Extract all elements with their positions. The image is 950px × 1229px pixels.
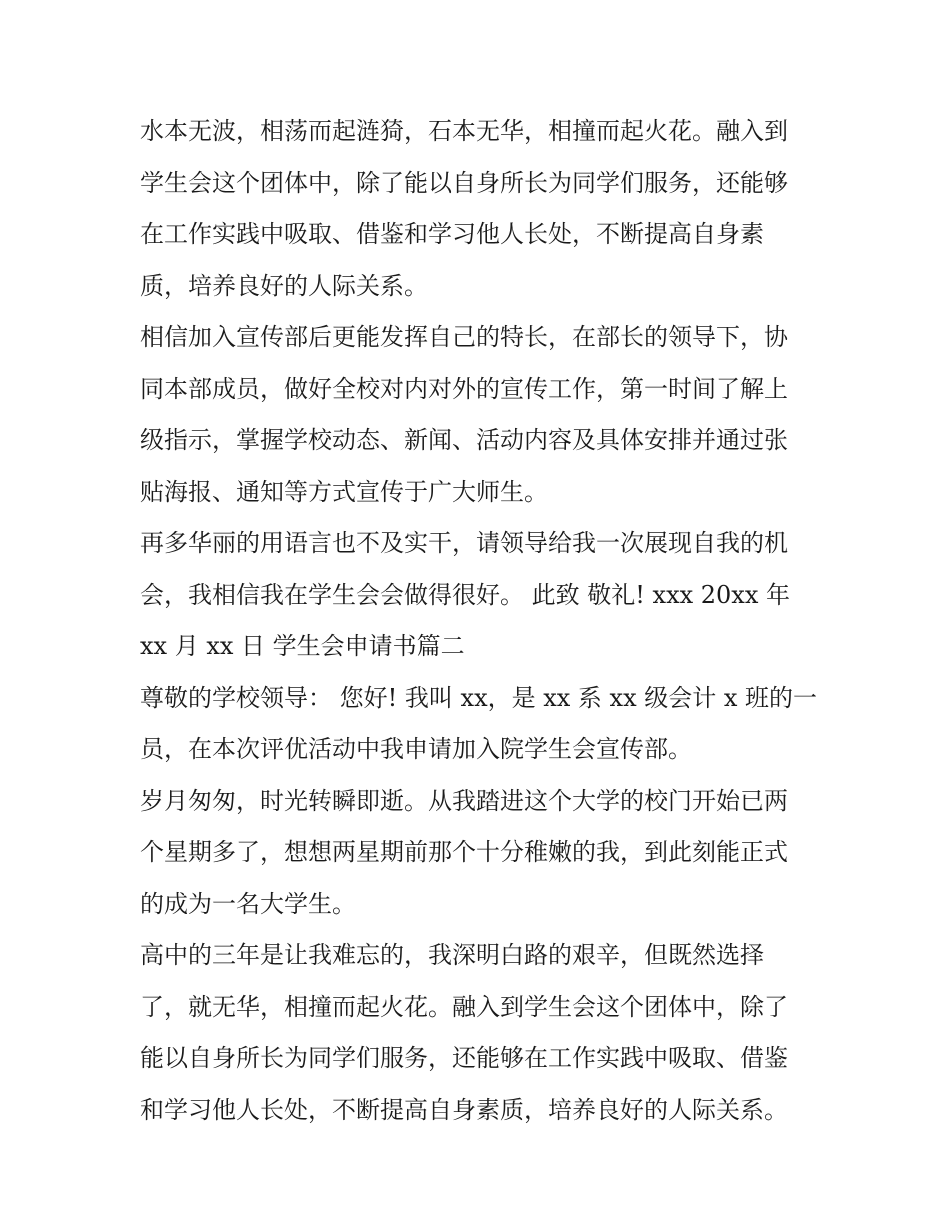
text-line: xx 月 xx 日 学生会申请书篇二 [140,632,465,660]
text-line: 学生会这个团体中，除了能以自身所长为同学们服务，还能够 [140,168,788,197]
text-line: 会，我相信我在学生会会做得很好。 此致 敬礼! xxx 20xx 年 [140,580,791,609]
text-line: 岁月匆匆，时光转瞬即逝。从我踏进这个大学的校门开始已两 [140,786,788,815]
text-line: 和学习他人长处，不断提高自身素质，培养良好的人际关系。 [140,1095,788,1124]
text-line: 能以自身所长为同学们服务，还能够在工作实践中吸取、借鉴 [140,1044,788,1072]
text-line: 在工作实践中吸取、借鉴和学习他人长处，不断提高自身素 [140,220,764,248]
text-line: 的成为一名大学生。 [140,889,356,918]
text-line: 高中的三年是让我难忘的，我深明白路的艰辛，但既然选择 [140,941,764,969]
text-line: 相信加入宣传部后更能发挥自己的特长，在部长的领导下，协 [140,323,788,351]
text-line: 贴海报、通知等方式宣传于广大师生。 [140,477,548,506]
text-line: 个星期多了，想想两星期前那个十分稚嫩的我，到此刻能正式 [140,838,788,866]
text-line: 质，培养良好的人际关系。 [140,271,428,300]
text-line: 了，就无华，相撞而起火花。融入到学生会这个团体中，除了 [140,992,788,1021]
document-body [140,106,830,1136]
text-line: 尊敬的学校领导： 您好! 我叫 xx，是 xx 系 xx 级会计 x 班的一 [140,683,818,712]
text-line: 水本无波，相荡而起涟猗，石本无华，相撞而起火花。融入到 [140,117,788,145]
text-line: 员，在本次评优活动中我申请加入院学生会宣传部。 [140,735,692,763]
text-line: 再多华丽的用语言也不及实干，请领导给我一次展现自我的机 [140,529,788,557]
text-line: 级指示，掌握学校动态、新闻、活动内容及具体安排并通过张 [140,426,788,454]
text-line: 同本部成员，做好全校对内对外的宣传工作，第一时间了解上 [140,374,788,403]
